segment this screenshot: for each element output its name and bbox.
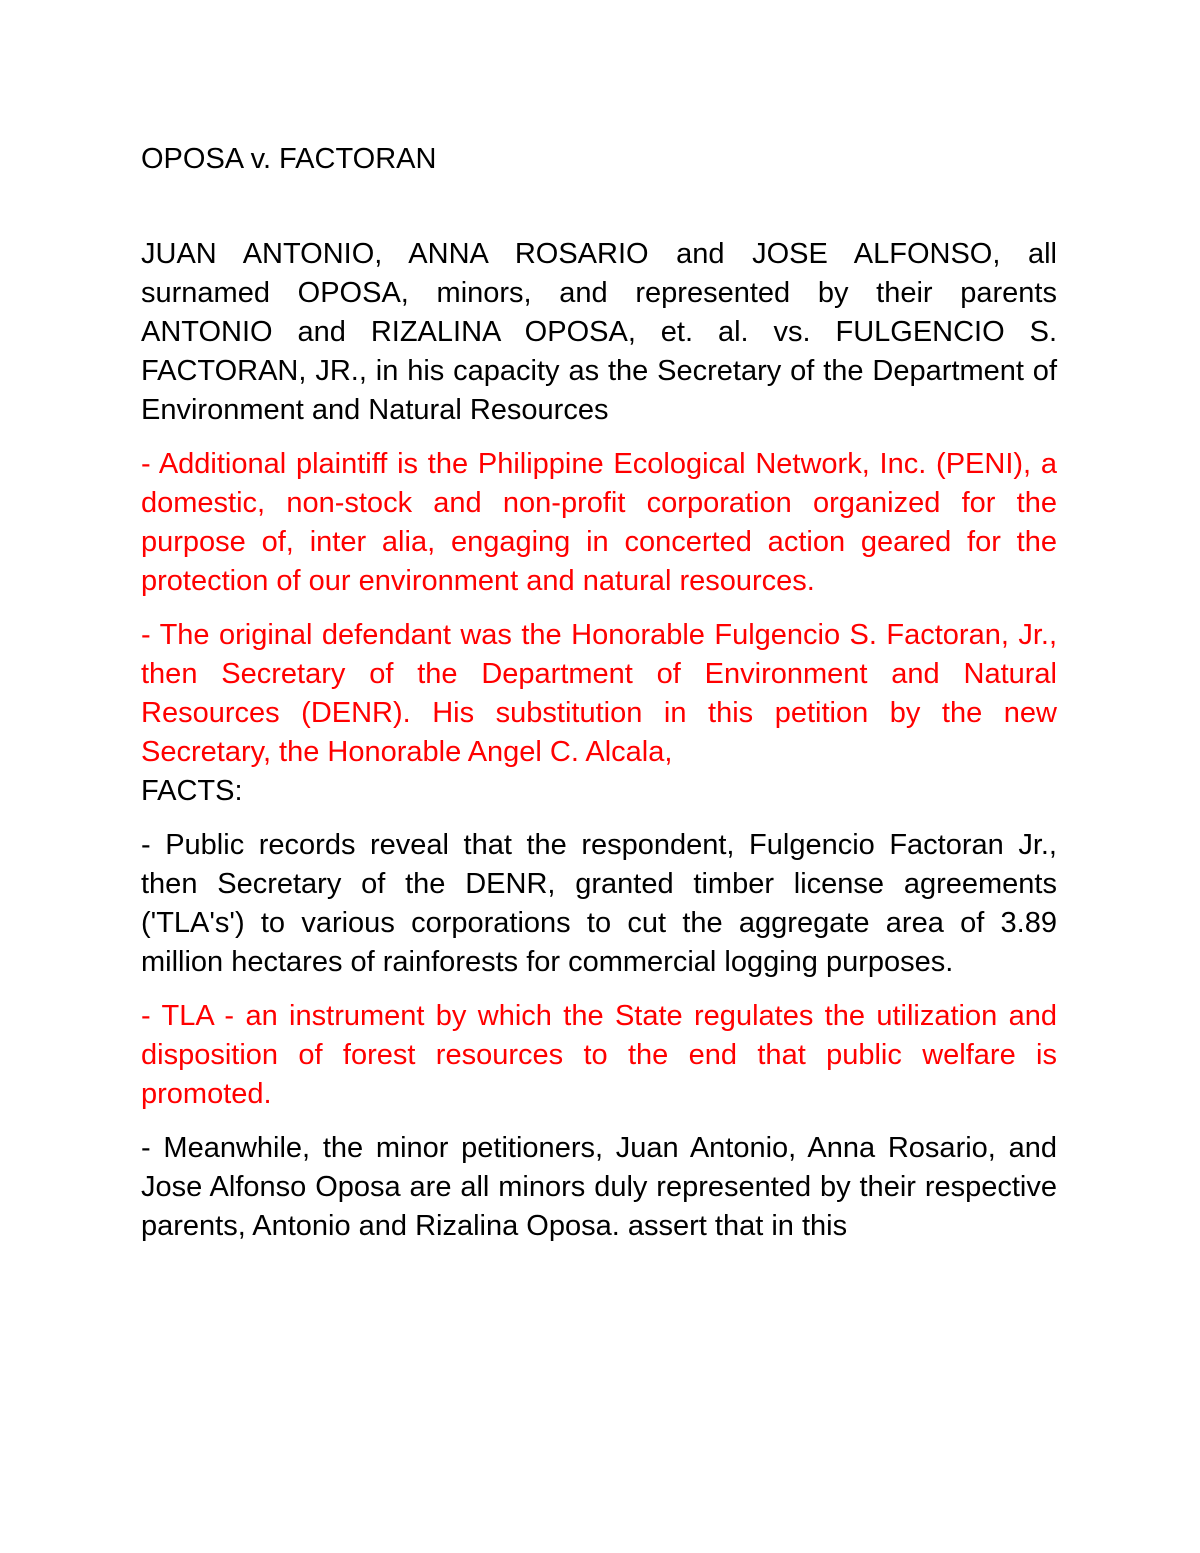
case-caption: JUAN ANTONIO, ANNA ROSARIO and JOSE ALFONSO, all surnamed OPOSA, minors, and represented by their parents ANTONIO and RIZALINA OPOSA, et. al. vs. FULGENCIO S. FACTORAN, JR., in his capacity as the Secretary of the Department of Environment and Natural Resources bbox=[141, 238, 1057, 426]
document-body bbox=[141, 140, 1057, 1246]
case-title: OPOSA v. FACTORAN bbox=[141, 143, 437, 175]
note-tla-definition: - TLA - an instrument by which the State regulates the utilization and disposition of forest resources to the end that public welfare is promoted. bbox=[141, 1000, 1057, 1110]
fact-minor-petitioners: - Meanwhile, the minor petitioners, Juan Antonio, Anna Rosario, and Jose Alfonso Oposa are all minors duly represented by their respective parents, Antonio and Rizalina Oposa. assert that in this bbox=[141, 1132, 1057, 1242]
fact-public-records: - Public records reveal that the respondent, Fulgencio Factoran Jr., then Secretary of the DENR, granted timber license agreements ('TLA's') to various corporations to cut the aggregate area of 3.89 million hectares of rainforests for commercial logging purposes. bbox=[141, 829, 1057, 978]
facts-heading: FACTS: bbox=[141, 775, 243, 807]
note-original-defendant: - The original defendant was the Honorable Fulgencio S. Factoran, Jr., then Secretary of the Department of Environment and Natural Resources (DENR). His substitution in this petition by the new Secretary, the Honorable Angel C. Alcala, bbox=[141, 619, 1057, 768]
note-additional-plaintiff: - Additional plaintiff is the Philippine Ecological Network, Inc. (PENI), a domestic, non-stock and non-profit corporation organized for the purpose of, inter alia, engaging in concerted action geared for the protection of our environment and natural resources. bbox=[141, 448, 1057, 597]
